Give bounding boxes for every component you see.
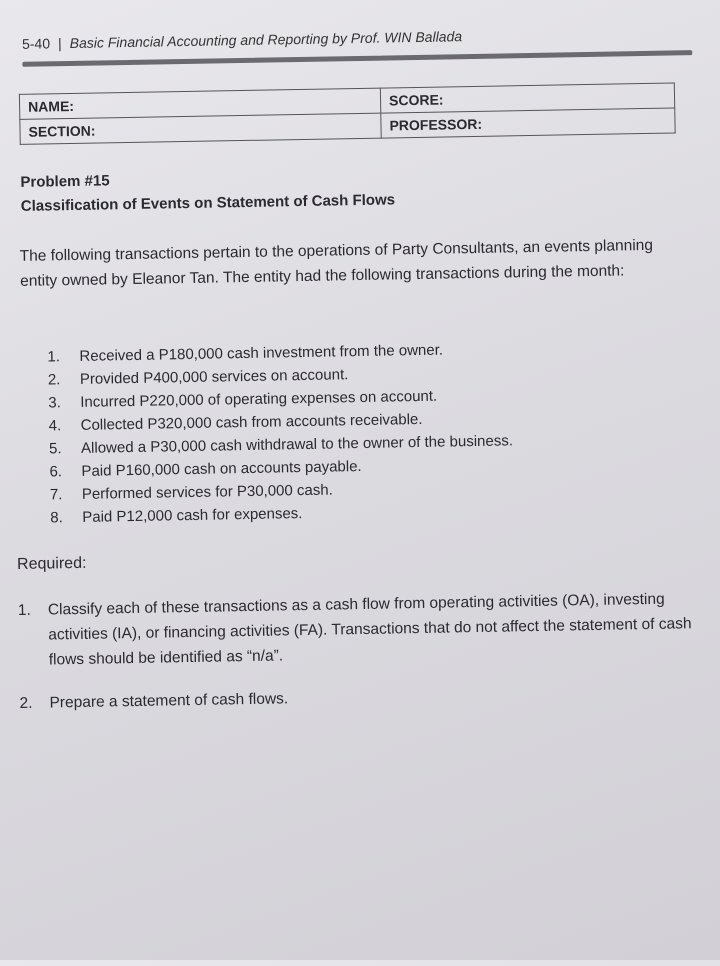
list-item — [19, 679, 703, 716]
problem-number: Problem #15 — [20, 172, 110, 191]
header-rule — [22, 50, 692, 67]
required-heading: Required: — [16, 554, 87, 574]
header-separator: | — [57, 35, 62, 52]
required-list — [18, 586, 704, 734]
item-number: 1. — [17, 601, 31, 620]
problem-intro: The following transactions pertain to the operations of Party Consultants, an events planning entity owned by Eleanor Tan. The entity had the following transactions during the month: — [19, 236, 654, 290]
item-number: 5. — [48, 440, 62, 458]
item-number: 3. — [48, 394, 61, 412]
item-text: Classify each of these transactions as a cash flow from operating activities (OA), investing activities (IA), or financing activities (FA). Transactions that do not affect the statement of cash flows should be identified as “n/a”. — [47, 590, 692, 669]
name-field: NAME: — [19, 88, 380, 119]
item-number: 1. — [47, 348, 61, 366]
item-text: Provided P400,000 services on account. — [79, 366, 349, 388]
item-text: Received a P180,000 cash investment from the owner. — [79, 341, 444, 365]
item-number: 7. — [49, 486, 63, 504]
professor-field: PROFESSOR: — [381, 108, 675, 138]
item-text: Paid P160,000 cash on accounts payable. — [81, 457, 362, 480]
problem-title: Classification of Events on Statement of Cash Flows — [20, 191, 396, 215]
transaction-list — [47, 335, 670, 530]
item-text: Paid P12,000 cash for expenses. — [82, 505, 303, 526]
item-text: Performed services for P30,000 cash. — [81, 481, 333, 503]
section-field: SECTION: — [20, 113, 381, 144]
book-title: Basic Financial Accounting and Reporting by Prof. WIN Ballada — [69, 28, 463, 52]
item-number: 8. — [50, 509, 63, 527]
item-number: 2. — [47, 371, 61, 389]
item-text: Collected P320,000 cash from accounts receivable. — [80, 410, 423, 434]
page-number: 5-40 — [21, 35, 51, 52]
score-field: SCORE: — [380, 83, 674, 113]
list-item — [18, 586, 703, 673]
item-number: 2. — [19, 694, 33, 712]
item-text: Incurred P220,000 of operating expenses on account. — [80, 387, 438, 411]
item-text: Allowed a P30,000 cash withdrawal to the owner of the business. — [80, 432, 514, 457]
item-number: 4. — [48, 417, 62, 435]
item-number: 6. — [49, 463, 63, 481]
item-text: Prepare a statement of cash flows. — [49, 690, 289, 712]
page-header — [22, 28, 462, 52]
student-info-table — [19, 82, 676, 144]
